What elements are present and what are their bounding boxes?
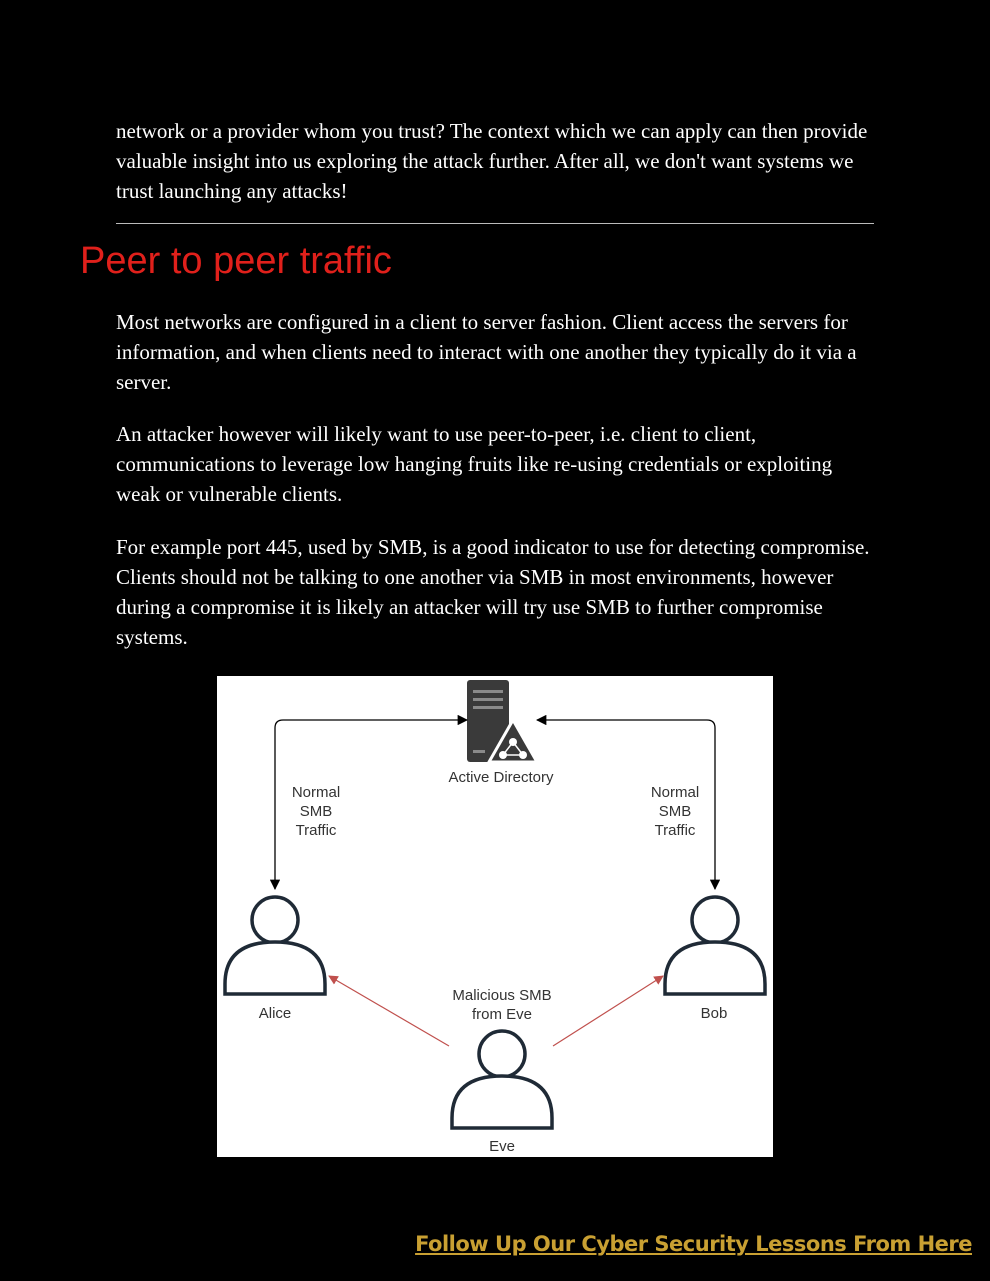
smb-traffic-diagram bbox=[217, 676, 773, 1157]
alice-user-icon bbox=[225, 897, 325, 994]
server-icon bbox=[467, 680, 537, 762]
bob-label: Bob bbox=[700, 1005, 728, 1022]
follow-lessons-link[interactable]: Follow Up Our Cyber Security Lessons From Here bbox=[415, 1232, 972, 1256]
right-normal-smb-label: Normal SMB Traffic bbox=[650, 784, 700, 839]
active-directory-label: Active Directory bbox=[448, 769, 554, 786]
diagram-canvas bbox=[217, 676, 773, 1157]
eve-label: Eve bbox=[489, 1138, 515, 1155]
alice-label: Alice bbox=[258, 1005, 292, 1022]
eve-user-icon bbox=[452, 1031, 552, 1128]
paragraph-client-server: Most networks are configured in a client to server fashion. Client access the servers for information, and when clients need to interact with one another they typically do it via a server. bbox=[116, 310, 857, 394]
malicious-arrow-to-alice bbox=[329, 976, 449, 1046]
bob-user-icon bbox=[665, 897, 765, 994]
horizontal-rule bbox=[116, 223, 874, 224]
paragraph-smb-port: For example port 445, used by SMB, is a good indicator to use for detecting compromise. Clients should not be talking to one another via SMB in most environments, however during a compromise it is likely an attacker will try use SMB to further compromise systems. bbox=[116, 535, 870, 649]
left-normal-smb-label: Normal SMB Traffic bbox=[291, 784, 341, 839]
intro-paragraph: network or a provider whom you trust? The context which we can apply can then provide valuable insight into us exploring the attack further. After all, we don't want systems we trust launching any attacks! bbox=[116, 119, 868, 203]
malicious-smb-label: Malicious SMB from Eve bbox=[452, 987, 552, 1023]
paragraph-peer-to-peer: An attacker however will likely want to use peer-to-peer, i.e. client to client, communications to leverage low hanging fruits like re-using credentials or exploiting weak or vulnerable clients. bbox=[116, 422, 833, 506]
section-heading: Peer to peer traffic bbox=[80, 240, 392, 282]
